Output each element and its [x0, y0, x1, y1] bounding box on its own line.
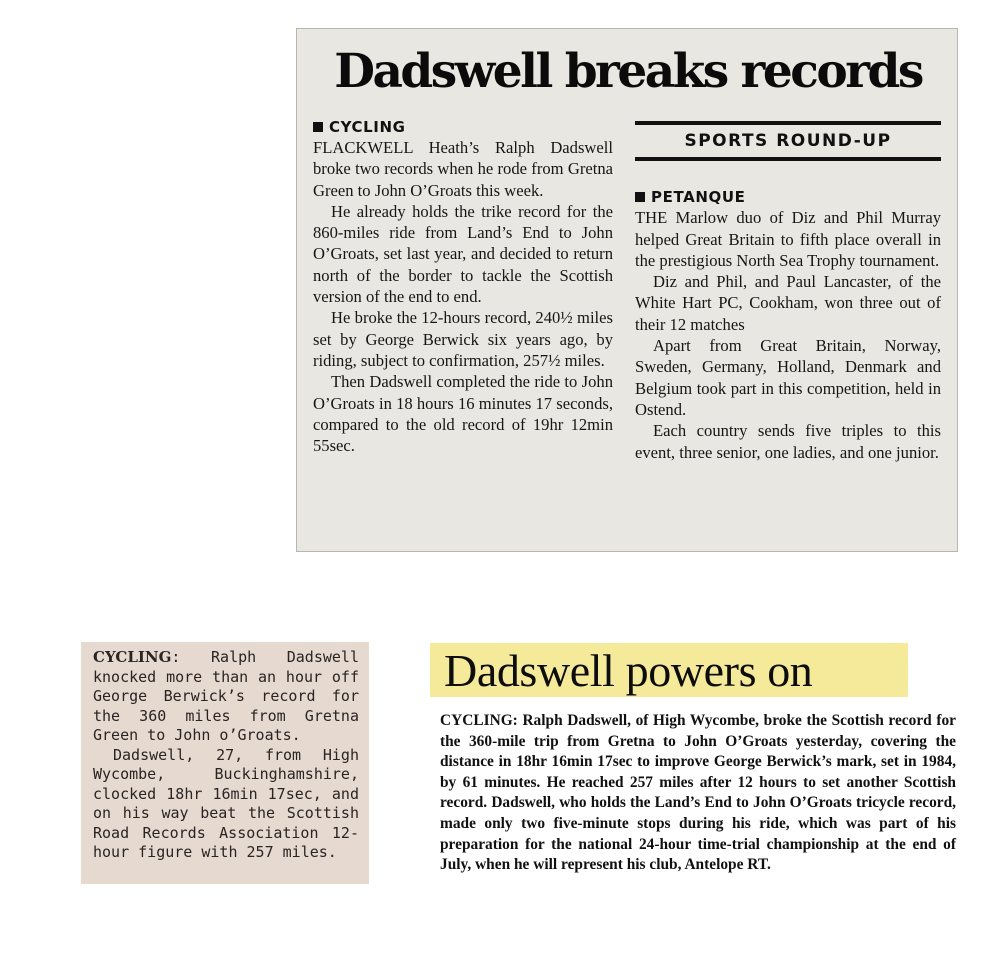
article-paragraph: Apart from Great Britain, Norway, Sweden, Germany, Holland, Denmark and Belgium took part in this competition, held in Ostend. [635, 336, 941, 419]
brief-text: : Ralph Dadswell knocked more than an hour off George Berwick’s record for the 360 miles from Gretna Green to John o’Groats. [93, 648, 359, 744]
cycling-kicker [313, 117, 613, 137]
article-body: CYCLING: Ralph Dadswell, of High Wycombe, broke the Scottish record for the 360-mile trip from Gretna to John O’Groats yesterday, covering the distance in 18hr 16min 17sec to improve George Berwick’s mark, set in 1984, by 61 minutes. He reached 257 miles after 12 hours to set another Scottish record. Dadswell, who holds the Land’s End to John O’Groats tricycle record, made only two five-minute stops during his ride, which was part of his preparation for the national 24-hour time-trial championship at the end of July, when he will represent his club, Antelope RT. [440, 712, 956, 874]
headline: Dadswell powers on [444, 645, 813, 696]
brief-paragraph [93, 648, 359, 746]
article-paragraph: Then Dadswell completed the ride to John O’Groats in 18 hours 16 minutes 17 seconds, compared to the old record of 19hr 12min 55sec. [313, 372, 613, 456]
article-paragraph: Diz and Phil, and Paul Lancaster, of the White Hart PC, Cookham, won three out of their 12 matches [635, 272, 941, 334]
article-paragraph: He broke the 12-hours record, 240½ miles set by George Berwick six years ago, by riding, subject to confirmation, 257½ miles. [313, 308, 613, 370]
kicker-label: PETANQUE [651, 188, 746, 207]
brief-paragraph: Dadswell, 27, from High Wycombe, Buckinghamshire, clocked 18hr 16min 17sec, and on his way beat the Scottish Road Records Association 12-hour figure with 257 miles. [93, 745, 359, 861]
lead-label: CYCLING [93, 648, 172, 666]
sports-roundup-banner: SPORTS ROUND-UP [635, 121, 941, 161]
article-paragraph: Each country sends five triples to this event, three senior, one ladies, and one junior. [635, 421, 941, 462]
article-paragraph: THE Marlow duo of Diz and Phil Murray helped Great Britain to fifth place overall in the prestigious North Sea Trophy tournament. [635, 208, 941, 270]
headline: Dadswell breaks records [334, 44, 922, 99]
square-bullet-icon [313, 122, 323, 132]
article-paragraph: He already holds the trike record for the 860-miles ride from Land’s End to John O’Groats, set last year, and decided to return north of the border to tackle the Scottish version of the end to end. [313, 201, 613, 307]
cycling-column [313, 117, 613, 456]
clipping-cycling-brief [81, 642, 369, 884]
headline-highlight [430, 643, 908, 697]
clipping-dadswell-powers-on [430, 640, 960, 930]
sports-roundup-column [635, 121, 941, 463]
petanque-kicker [635, 187, 941, 207]
kicker-label: CYCLING [329, 118, 406, 136]
article-paragraph: FLACKWELL Heath’s Ralph Dadswell broke two records when he rode from Gretna Green to John O’Groats this week. [313, 138, 613, 200]
clipping-dadswell-breaks-records [296, 28, 958, 552]
square-bullet-icon [635, 192, 645, 202]
